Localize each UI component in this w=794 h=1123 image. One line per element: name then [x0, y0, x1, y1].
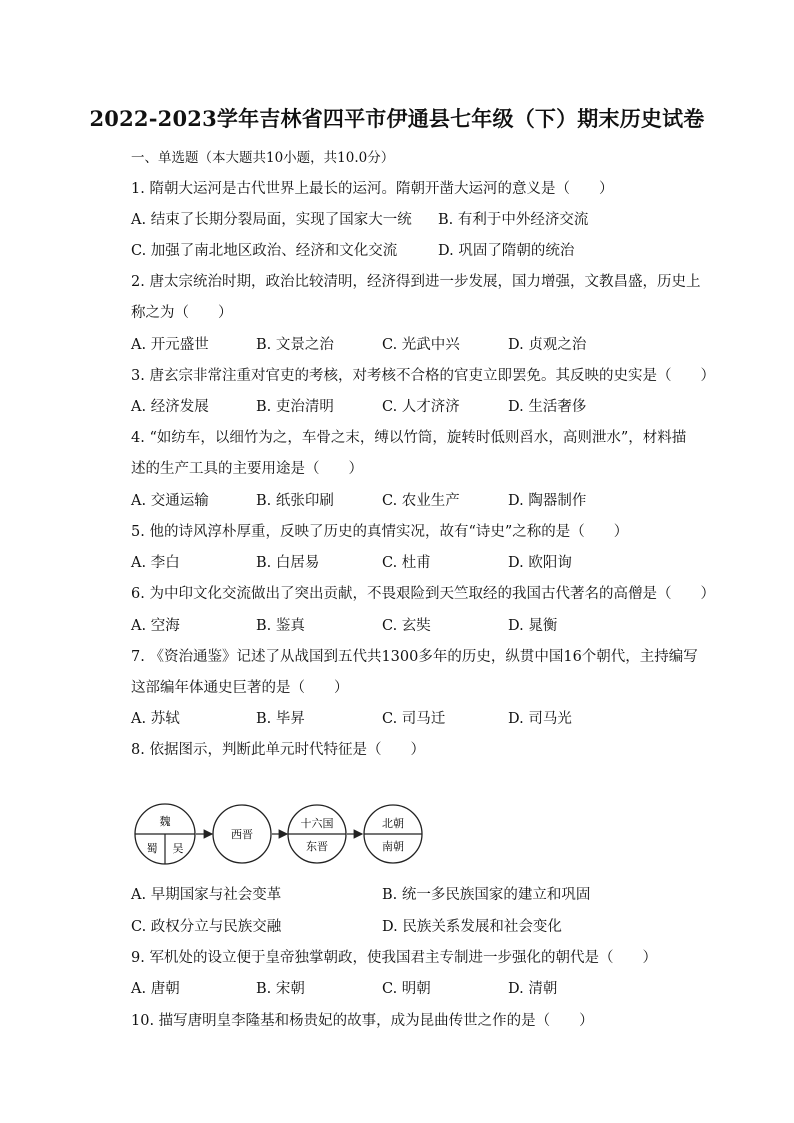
circle-xijin	[213, 805, 271, 863]
question-7-stem: 7. 《资治通鉴》记述了从战国到五代共1300多年的历史，纵贯中国16个朝代，主持编写	[131, 649, 698, 665]
question-8-stem: 8. 依据图示，判断此单元时代特征是（ ）	[131, 742, 425, 758]
question-5-option-d: D. 欧阳询	[508, 555, 572, 571]
page-title: 2022-2023学年吉林省四平市伊通县七年级（下）期末历史试卷	[89, 106, 705, 131]
question-5-option-b: B. 白居易	[256, 555, 320, 571]
question-2-option-d: D. 贞观之治	[508, 337, 587, 353]
question-1-option-b: B. 有利于中外经济交流	[438, 212, 589, 228]
question-3-stem: 3. 唐玄宗非常注重对官吏的考核，对考核不合格的官吏立即罢免。其反映的史实是（ ）	[131, 368, 715, 384]
section-heading: 一、单选题（本大题共10小题，共10.0分）	[131, 150, 395, 166]
question-7-stem-cont: 这部编年体通史巨著的是（ ）	[131, 680, 349, 696]
question-5-option-a: A. 李白	[131, 555, 180, 571]
label-beichao: 北朝	[382, 817, 404, 830]
question-9-option-c: C. 明朝	[382, 981, 431, 997]
question-7-option-c: C. 司马迁	[382, 711, 446, 727]
question-7-option-b: B. 毕昇	[256, 711, 305, 727]
question-9-option-d: D. 清朝	[508, 981, 558, 997]
question-3-option-c: C. 人才济济	[382, 399, 460, 415]
question-7-option-d: D. 司马光	[508, 711, 572, 727]
label-wei: 魏	[159, 815, 171, 828]
label-nanchao: 南朝	[382, 840, 404, 853]
question-8-option-a: A. 早期国家与社会变革	[131, 887, 282, 903]
question-6-option-b: B. 鉴真	[256, 618, 305, 634]
label-wu: 吴	[172, 842, 184, 855]
label-dongjin: 东晋	[306, 840, 328, 853]
label-shu: 蜀	[146, 842, 158, 855]
circle-wei-shu-wu	[135, 804, 195, 864]
question-1-stem: 1. 隋朝大运河是古代世界上最长的运河。隋朝开凿大运河的意义是（ ）	[131, 181, 614, 197]
circle-shiliuguo-dongjin	[288, 805, 346, 863]
question-5-stem: 5. 他的诗风淳朴厚重，反映了历史的真情实况，故有“诗史”之称的是（ ）	[131, 524, 629, 540]
label-shiliuguo: 十六国	[300, 817, 334, 830]
question-6-option-a: A. 空海	[131, 618, 180, 634]
question-4-stem-cont: 述的生产工具的主要用途是（ ）	[131, 461, 363, 477]
question-4-option-b: B. 纸张印刷	[256, 493, 334, 509]
question-2-option-a: A. 开元盛世	[131, 337, 209, 353]
question-8-option-d: D. 民族关系发展和社会变化	[382, 919, 562, 935]
label-xijin: 西晋	[231, 828, 253, 841]
question-3-option-b: B. 吏治清明	[256, 399, 334, 415]
question-2-option-b: B. 文景之治	[256, 337, 334, 353]
dynasty-diagram	[130, 800, 430, 868]
question-2-option-c: C. 光武中兴	[382, 337, 460, 353]
question-9-stem: 9. 军机处的设立便于皇帝独掌朝政，使我国君主专制进一步强化的朝代是（ ）	[131, 950, 657, 966]
question-6-stem: 6. 为中印文化交流做出了突出贡献，不畏艰险到天竺取经的我国古代著名的高僧是（ ）	[131, 586, 715, 602]
question-3-option-a: A. 经济发展	[131, 399, 209, 415]
question-2-stem-cont: 称之为（ ）	[131, 305, 233, 321]
question-1-option-d: D. 巩固了隋朝的统治	[438, 243, 575, 259]
question-3-option-d: D. 生活奢侈	[508, 399, 587, 415]
question-7-option-a: A. 苏轼	[131, 711, 180, 727]
question-10-stem: 10. 描写唐明皇李隆基和杨贵妃的故事，成为昆曲传世之作的是（ ）	[131, 1013, 594, 1029]
question-2-stem: 2. 唐太宗统治时期，政治比较清明，经济得到进一步发展，国力增强，文教昌盛，历史上	[131, 274, 701, 290]
question-1-option-a: A. 结束了长期分裂局面，实现了国家大一统	[131, 212, 412, 228]
question-4-option-a: A. 交通运输	[131, 493, 209, 509]
question-8-option-b: B. 统一多民族国家的建立和巩固	[382, 887, 591, 903]
question-9-option-a: A. 唐朝	[131, 981, 180, 997]
question-1-option-c: C. 加强了南北地区政治、经济和文化交流	[131, 243, 398, 259]
question-8-option-c: C. 政权分立与民族交融	[131, 919, 282, 935]
question-9-option-b: B. 宋朝	[256, 981, 305, 997]
question-6-option-c: C. 玄奘	[382, 618, 431, 634]
circle-beichao-nanchao	[364, 805, 422, 863]
question-4-option-c: C. 农业生产	[382, 493, 460, 509]
question-5-option-c: C. 杜甫	[382, 555, 431, 571]
question-4-option-d: D. 陶器制作	[508, 493, 587, 509]
question-4-stem: 4. “如纺车，以细竹为之，车骨之末，缚以竹筒，旋转时低则舀水，高则泄水”，材料描	[131, 430, 687, 446]
question-6-option-d: D. 晁衡	[508, 618, 558, 634]
